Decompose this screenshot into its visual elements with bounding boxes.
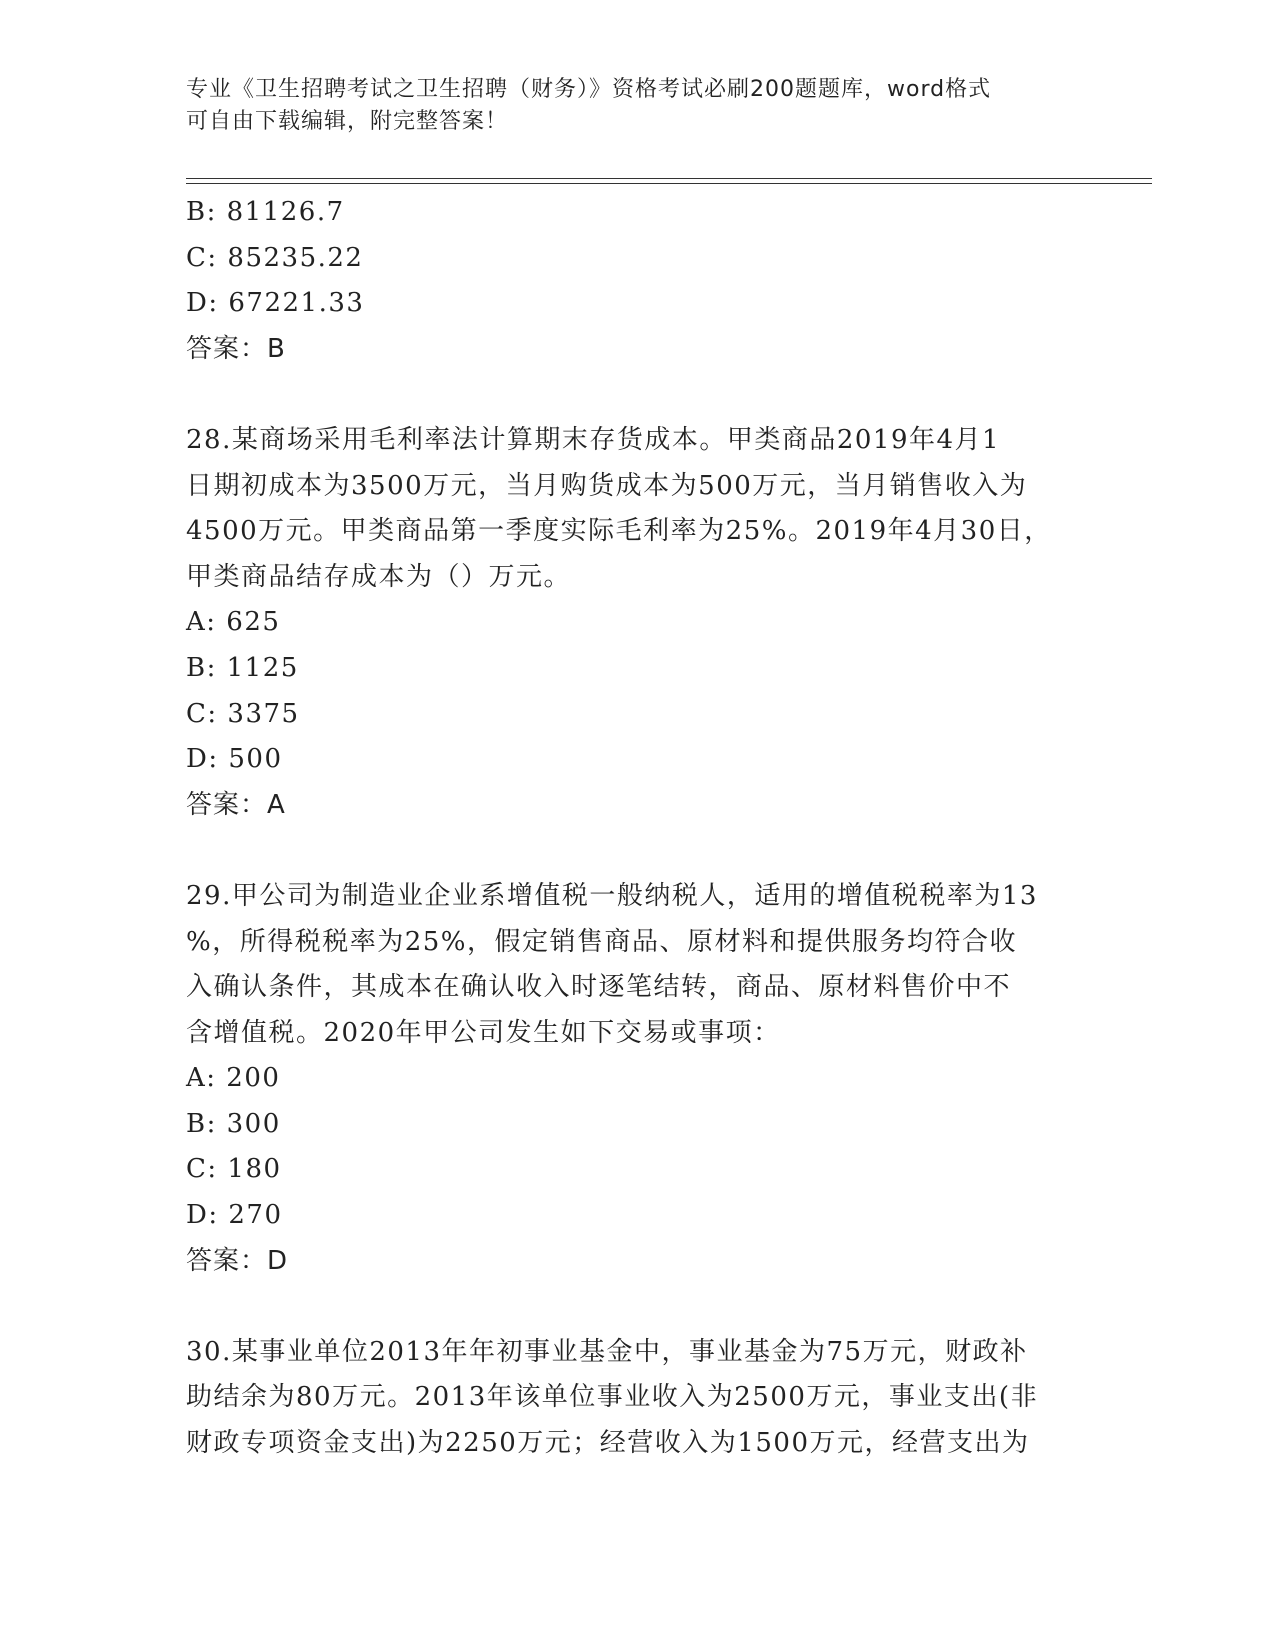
question-text-line: 助结余为80万元。2013年该单位事业收入为2500万元，事业支出(非 xyxy=(186,1382,1039,1413)
option-b: B: 1125 xyxy=(186,652,299,683)
question-text-line: 入确认条件，其成本在确认收入时逐笔结转，商品、原材料售价中不 xyxy=(186,972,1012,1003)
header-divider-top xyxy=(186,178,1152,179)
question-29 xyxy=(186,874,1086,1284)
header-divider-bottom xyxy=(186,183,1152,184)
option-d: D: 67221.33 xyxy=(186,288,365,319)
header-title-line-2: 可自由下载编辑，附完整答案！ xyxy=(186,109,509,134)
spacer xyxy=(186,1284,1086,1330)
header-title-line-1: 专业《卫生招聘考试之卫生招聘（财务）》资格考试必刷200题题库，word格式 xyxy=(186,77,992,102)
document-body xyxy=(186,190,1086,1467)
answer-line: 答案：A xyxy=(186,789,286,820)
question-text-line: 财政专项资金支出)为2250万元；经营收入为1500万元，经营支出为 xyxy=(186,1428,1030,1459)
option-d: D: 270 xyxy=(186,1200,283,1231)
answer-line: 答案：D xyxy=(186,1245,289,1276)
option-a: A: 625 xyxy=(186,607,281,638)
question-text-line: 28.某商场采用毛利率法计算期末存货成本。甲类商品2019年4月1 xyxy=(186,424,1001,455)
option-b: B: 300 xyxy=(186,1108,281,1139)
question-text-line: 30.某事业单位2013年年初事业基金中，事业基金为75万元，财政补 xyxy=(186,1336,1028,1367)
question-text-line: %，所得税税率为25%，假定销售商品、原材料和提供服务均符合收 xyxy=(186,926,1017,957)
answer-line: 答案：B xyxy=(186,333,286,364)
option-d: D: 500 xyxy=(186,744,283,775)
page-header xyxy=(186,74,1086,138)
option-a: A: 200 xyxy=(186,1063,281,1094)
spacer xyxy=(186,828,1086,874)
question-text-line: 含增值税。2020年甲公司发生如下交易或事项： xyxy=(186,1017,781,1048)
option-c: C: 3375 xyxy=(186,698,300,729)
question-text-line: 甲类商品结存成本为（）万元。 xyxy=(186,561,572,592)
option-c: C: 180 xyxy=(186,1154,282,1185)
option-c: C: 85235.22 xyxy=(186,242,364,273)
spacer xyxy=(186,372,1086,418)
option-b: B: 81126.7 xyxy=(186,197,345,227)
question-text-line: 29.甲公司为制造业企业系增值税一般纳税人，适用的增值税税率为13 xyxy=(186,880,1038,911)
question-text-line: 4500万元。甲类商品第一季度实际毛利率为25%。2019年4月30日， xyxy=(186,516,1052,547)
question-text-line: 日期初成本为3500万元，当月购货成本为500万元，当月销售收入为 xyxy=(186,470,1028,501)
question-30 xyxy=(186,1330,1086,1467)
question-27-tail xyxy=(186,190,1086,372)
question-28 xyxy=(186,418,1086,828)
